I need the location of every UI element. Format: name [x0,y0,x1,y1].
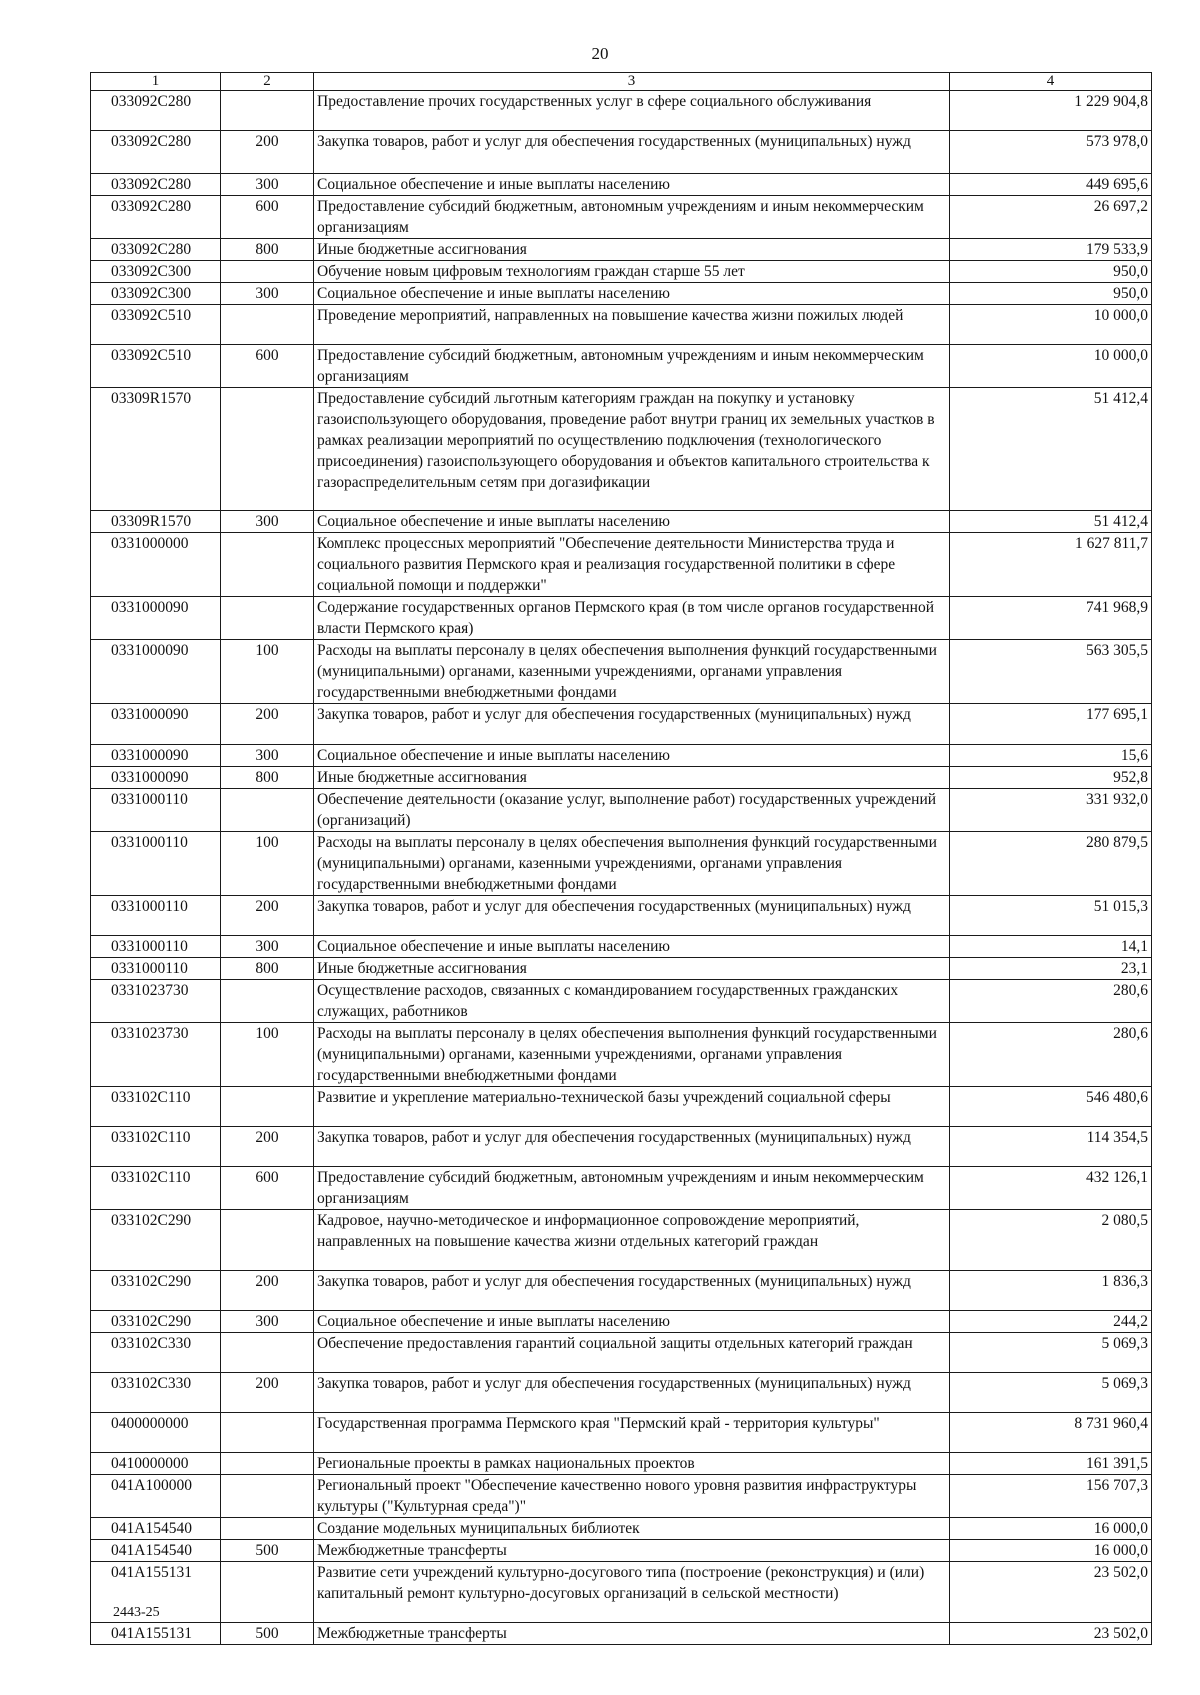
target-article-code: 03309R1570 [91,388,221,511]
table-row [91,704,1152,745]
table-row [91,1413,1152,1453]
amount-value: 10 000,0 [950,305,1152,345]
amount-value: 10 000,0 [950,345,1152,388]
target-article-code: 041A154540 [91,1518,221,1540]
item-name: Социальное обеспечение и иные выплаты населению [314,511,950,533]
expense-type-code [221,305,314,345]
expense-type-code: 100 [221,832,314,896]
item-name: Проведение мероприятий, направленных на повышение качества жизни пожилых людей [314,305,950,345]
expense-type-code [221,533,314,597]
table-row [91,789,1152,832]
amount-value: 950,0 [950,261,1152,283]
item-name: Содержание государственных органов Пермского края (в том числе органов государственной власти Пермского края) [314,597,950,640]
expense-type-code: 200 [221,1127,314,1167]
amount-value: 449 695,6 [950,174,1152,196]
table-row [91,305,1152,345]
target-article-code: 033102С110 [91,1087,221,1127]
expense-type-code [221,597,314,640]
expense-type-code: 200 [221,1271,314,1311]
amount-value: 5 069,3 [950,1333,1152,1373]
amount-value: 16 000,0 [950,1540,1152,1562]
target-article-code: 0331000090 [91,704,221,745]
item-name: Закупка товаров, работ и услуг для обеспечения государственных (муниципальных) нужд [314,896,950,936]
table-row [91,1518,1152,1540]
target-article-code: 033092С280 [91,174,221,196]
item-name: Обеспечение деятельности (оказание услуг, выполнение работ) государственных учреждений (организаций) [314,789,950,832]
table-row [91,597,1152,640]
target-article-code: 033102С290 [91,1271,221,1311]
amount-value: 546 480,6 [950,1087,1152,1127]
amount-value: 8 731 960,4 [950,1413,1152,1453]
expense-type-code: 200 [221,704,314,745]
table-row [91,1210,1152,1271]
table-row [91,174,1152,196]
expense-type-code [221,789,314,832]
expense-type-code [221,1562,314,1623]
expense-type-code: 500 [221,1540,314,1562]
target-article-code: 0331000090 [91,640,221,704]
amount-value: 26 697,2 [950,196,1152,239]
target-article-code: 0331000110 [91,958,221,980]
amount-value: 280,6 [950,1023,1152,1087]
target-article-code: 041A155131 [91,1562,221,1623]
amount-value: 179 533,9 [950,239,1152,261]
amount-value: 16 000,0 [950,1518,1152,1540]
table-row [91,980,1152,1023]
amount-value: 161 391,5 [950,1453,1152,1475]
item-name: Закупка товаров, работ и услуг для обеспечения государственных (муниципальных) нужд [314,131,950,174]
amount-value: 280 879,5 [950,832,1152,896]
item-name: Предоставление субсидий бюджетным, автономным учреждениям и иным некоммерческим организациям [314,196,950,239]
target-article-code: 0331000110 [91,936,221,958]
item-name: Предоставление субсидий бюджетным, автономным учреждениям и иным некоммерческим организациям [314,1167,950,1210]
item-name: Предоставление субсидий льготным категориям граждан на покупку и установку газоиспользующего оборудования, проведение работ внутри границ их земельных участков в рамках реализации мероприятий по осуществлению подключения (технологического присоединения) газоиспользующего оборудования и объектов капитального строительства к газораспределительным сетям при догазификации [314,388,950,511]
amount-value: 51 412,4 [950,388,1152,511]
expense-type-code: 600 [221,345,314,388]
amount-value: 573 978,0 [950,131,1152,174]
target-article-code: 033092С300 [91,261,221,283]
target-article-code: 041A100000 [91,1475,221,1518]
table-row [91,767,1152,789]
target-article-code: 033102С290 [91,1311,221,1333]
table-row [91,388,1152,511]
table-row [91,640,1152,704]
target-article-code: 033102С110 [91,1127,221,1167]
target-article-code: 03309R1570 [91,511,221,533]
expense-type-code: 800 [221,767,314,789]
table-row [91,1373,1152,1413]
table-row [91,239,1152,261]
amount-value: 1 836,3 [950,1271,1152,1311]
expense-type-code [221,388,314,511]
table-row [91,345,1152,388]
item-name: Развитие сети учреждений культурно-досугового типа (построение (реконструкция) и (или) капитальный ремонт культурно-досуговых организаций в сельской местности) [314,1562,950,1623]
target-article-code: 0331000110 [91,832,221,896]
expense-type-code: 300 [221,174,314,196]
target-article-code: 041A154540 [91,1540,221,1562]
item-name: Иные бюджетные ассигнования [314,239,950,261]
expense-type-code: 200 [221,131,314,174]
amount-value: 23 502,0 [950,1562,1152,1623]
item-name: Развитие и укрепление материально-технической базы учреждений социальной сферы [314,1087,950,1127]
item-name: Иные бюджетные ассигнования [314,958,950,980]
table-row [91,1333,1152,1373]
amount-value: 14,1 [950,936,1152,958]
target-article-code: 0331000090 [91,767,221,789]
table-row [91,1127,1152,1167]
item-name: Государственная программа Пермского края "Пермский край - территория культуры" [314,1413,950,1453]
expense-type-code [221,1087,314,1127]
amount-value: 741 968,9 [950,597,1152,640]
item-name: Расходы на выплаты персоналу в целях обеспечения выполнения функций государственными (муниципальными) органами, казенными учреждениями, органами управления государственными внебюджетными фондами [314,1023,950,1087]
amount-value: 244,2 [950,1311,1152,1333]
item-name: Закупка товаров, работ и услуг для обеспечения государственных (муниципальных) нужд [314,1373,950,1413]
amount-value: 1 229 904,8 [950,91,1152,131]
amount-value: 280,6 [950,980,1152,1023]
item-name: Комплекс процессных мероприятий "Обеспечение деятельности Министерства труда и социального развития Пермского края и реализация государственной политики в сфере социальной помощи и поддержки" [314,533,950,597]
item-name: Закупка товаров, работ и услуг для обеспечения государственных (муниципальных) нужд [314,1271,950,1311]
target-article-code: 033092С300 [91,283,221,305]
target-article-code: 0331000110 [91,789,221,832]
table-row [91,1023,1152,1087]
table-row [91,1453,1152,1475]
item-name: Социальное обеспечение и иные выплаты населению [314,1311,950,1333]
target-article-code: 0331023730 [91,980,221,1023]
item-name: Осуществление расходов, связанных с командированием государственных гражданских служащих, работников [314,980,950,1023]
item-name: Социальное обеспечение и иные выплаты населению [314,745,950,767]
target-article-code: 0400000000 [91,1413,221,1453]
table-row [91,283,1152,305]
expense-type-code: 800 [221,239,314,261]
target-article-code: 041A155131 [91,1623,221,1645]
expense-type-code: 100 [221,640,314,704]
target-article-code: 0331023730 [91,1023,221,1087]
header-row [91,73,1152,91]
expense-type-code [221,1413,314,1453]
item-name: Закупка товаров, работ и услуг для обеспечения государственных (муниципальных) нужд [314,704,950,745]
target-article-code: 0331000090 [91,597,221,640]
amount-value: 51 015,3 [950,896,1152,936]
amount-value: 15,6 [950,745,1152,767]
table-row [91,1623,1152,1645]
expense-type-code: 500 [221,1623,314,1645]
target-article-code: 033102С330 [91,1373,221,1413]
item-name: Расходы на выплаты персоналу в целях обеспечения выполнения функций государственными (муниципальными) органами, казенными учреждениями, органами управления государственными внебюджетными фондами [314,832,950,896]
expense-type-code [221,91,314,131]
target-article-code: 0410000000 [91,1453,221,1475]
table-row [91,196,1152,239]
expense-type-code: 300 [221,745,314,767]
expense-type-code [221,1453,314,1475]
target-article-code: 033102С110 [91,1167,221,1210]
expense-type-code: 200 [221,1373,314,1413]
item-name: Социальное обеспечение и иные выплаты населению [314,283,950,305]
expense-type-code [221,261,314,283]
table-row [91,1475,1152,1518]
table-row [91,958,1152,980]
table-row [91,896,1152,936]
table-header [91,73,1152,91]
expense-type-code [221,1475,314,1518]
item-name: Обеспечение предоставления гарантий социальной защиты отдельных категорий граждан [314,1333,950,1373]
header-col-1: 1 [91,73,221,91]
item-name: Региональные проекты в рамках национальных проектов [314,1453,950,1475]
table-row [91,832,1152,896]
table-row [91,511,1152,533]
table-row [91,533,1152,597]
amount-value: 23 502,0 [950,1623,1152,1645]
amount-value: 950,0 [950,283,1152,305]
amount-value: 563 305,5 [950,640,1152,704]
amount-value: 331 932,0 [950,789,1152,832]
expense-type-code [221,980,314,1023]
amount-value: 1 627 811,7 [950,533,1152,597]
item-name: Предоставление субсидий бюджетным, автономным учреждениям и иным некоммерческим организациям [314,345,950,388]
target-article-code: 033092С280 [91,91,221,131]
table-row [91,1540,1152,1562]
amount-value: 156 707,3 [950,1475,1152,1518]
expense-type-code: 600 [221,1167,314,1210]
header-col-3: 3 [314,73,950,91]
table-row [91,261,1152,283]
document-id: 2443-25 [113,1605,160,1620]
item-name: Предоставление прочих государственных услуг в сфере социального обслуживания [314,91,950,131]
amount-value: 114 354,5 [950,1127,1152,1167]
target-article-code: 033092С280 [91,131,221,174]
expense-type-code: 800 [221,958,314,980]
item-name: Кадровое, научно-методическое и информационное сопровождение мероприятий, направленных на повышение качества жизни отдельных категорий граждан [314,1210,950,1271]
table-row [91,91,1152,131]
amount-value: 177 695,1 [950,704,1152,745]
expense-type-code [221,1518,314,1540]
expense-type-code: 300 [221,936,314,958]
item-name: Закупка товаров, работ и услуг для обеспечения государственных (муниципальных) нужд [314,1127,950,1167]
item-name: Межбюджетные трансферты [314,1623,950,1645]
item-name: Создание модельных муниципальных библиотек [314,1518,950,1540]
table-row [91,1087,1152,1127]
table-row [91,1562,1152,1623]
target-article-code: 033092С510 [91,305,221,345]
expense-type-code: 200 [221,896,314,936]
header-col-2: 2 [221,73,314,91]
header-col-4: 4 [950,73,1152,91]
item-name: Социальное обеспечение и иные выплаты населению [314,174,950,196]
page-number: 20 [591,44,609,63]
expense-type-code: 300 [221,1311,314,1333]
table-row [91,131,1152,174]
item-name: Межбюджетные трансферты [314,1540,950,1562]
amount-value: 5 069,3 [950,1373,1152,1413]
expense-type-code [221,1333,314,1373]
item-name: Региональный проект "Обеспечение качественно нового уровня развития инфраструктуры культуры ("Культурная среда")" [314,1475,950,1518]
item-name: Обучение новым цифровым технологиям граждан старше 55 лет [314,261,950,283]
expense-type-code: 300 [221,283,314,305]
table-row [91,1167,1152,1210]
table-body [91,91,1152,1645]
amount-value: 23,1 [950,958,1152,980]
expense-type-code: 600 [221,196,314,239]
table-row [91,1271,1152,1311]
target-article-code: 033092С510 [91,345,221,388]
target-article-code: 0331000000 [91,533,221,597]
item-name: Расходы на выплаты персоналу в целях обеспечения выполнения функций государственными (муниципальными) органами, казенными учреждениями, органами управления государственными внебюджетными фондами [314,640,950,704]
target-article-code: 033102С330 [91,1333,221,1373]
target-article-code: 033092С280 [91,196,221,239]
amount-value: 432 126,1 [950,1167,1152,1210]
amount-value: 2 080,5 [950,1210,1152,1271]
expense-type-code: 100 [221,1023,314,1087]
table-row [91,936,1152,958]
table-row [91,1311,1152,1333]
amount-value: 952,8 [950,767,1152,789]
item-name: Социальное обеспечение и иные выплаты населению [314,936,950,958]
target-article-code: 0331000110 [91,896,221,936]
table-row [91,745,1152,767]
target-article-code: 033102С290 [91,1210,221,1271]
expense-type-code: 300 [221,511,314,533]
expense-type-code [221,1210,314,1271]
budget-table [90,72,1152,1645]
target-article-code: 033092С280 [91,239,221,261]
amount-value: 51 412,4 [950,511,1152,533]
budget-table-wrapper [90,72,1152,1645]
item-name: Иные бюджетные ассигнования [314,767,950,789]
target-article-code: 0331000090 [91,745,221,767]
